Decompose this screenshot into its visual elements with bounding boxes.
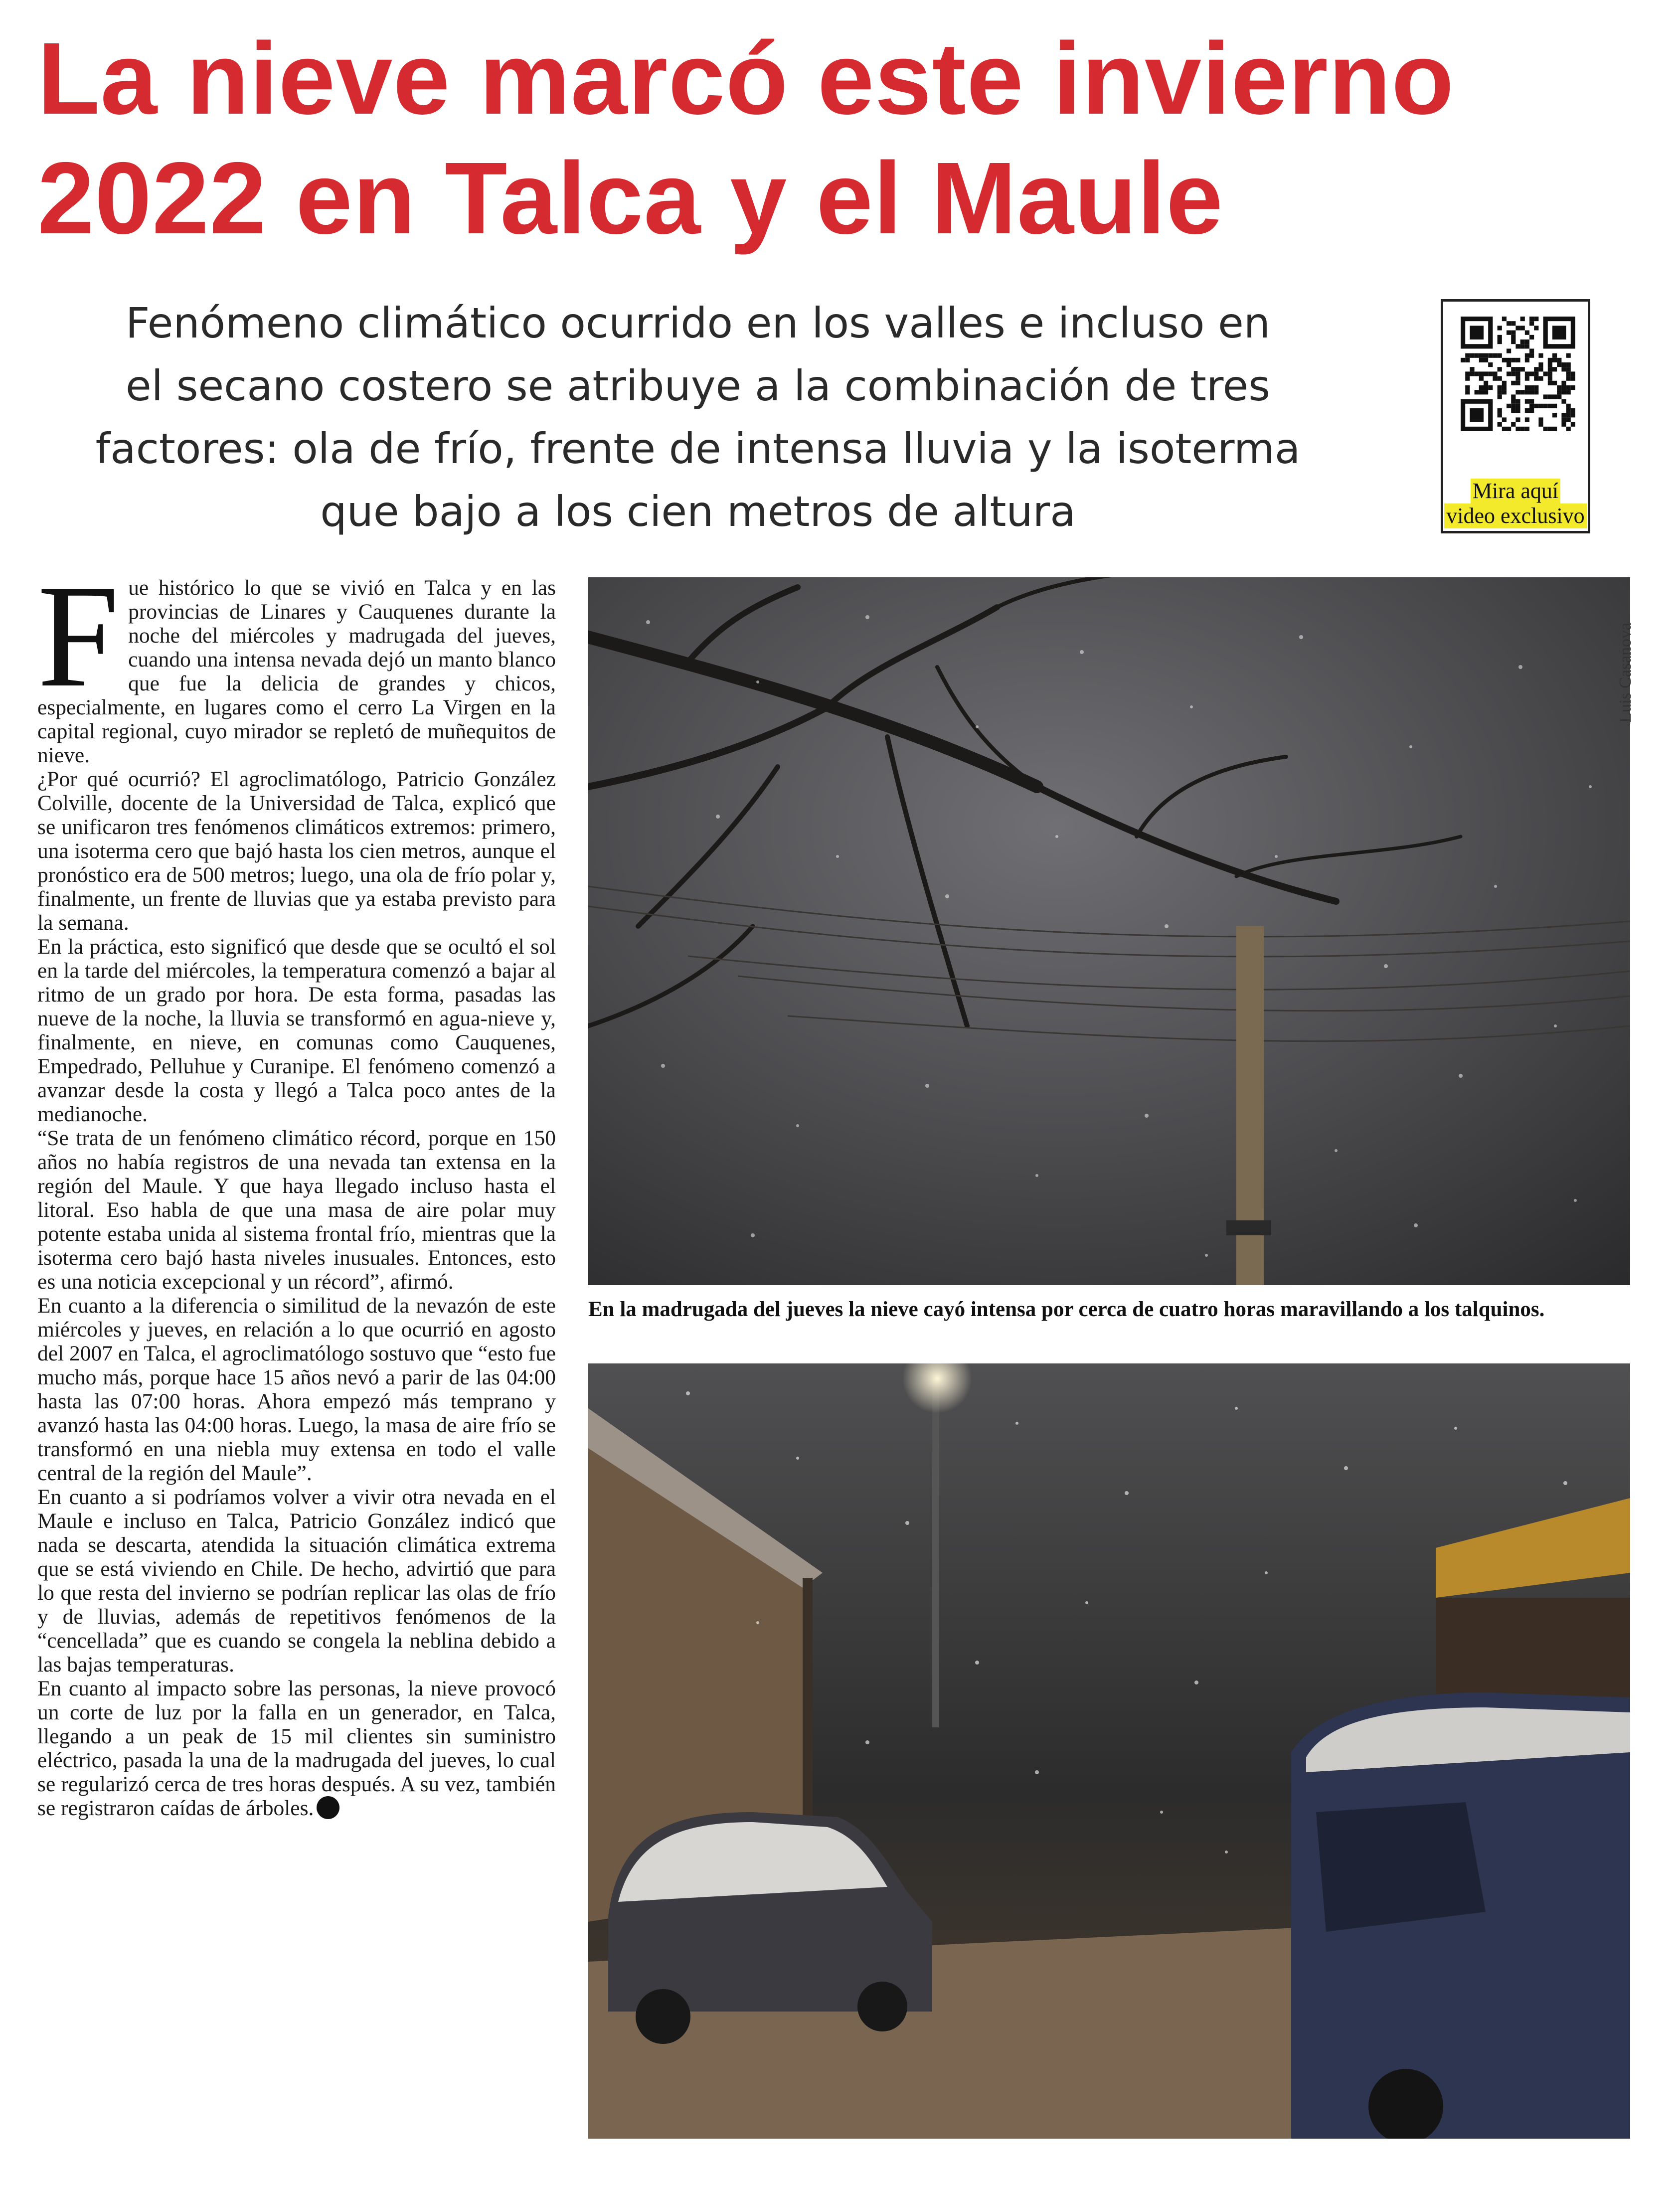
headline-line-2: 2022 en Talca y el Maule xyxy=(37,141,1223,255)
photo-snowy-street xyxy=(588,1363,1630,2139)
qr-caption-line-1: Mira aquí xyxy=(1471,479,1560,504)
article-paragraph-2: ¿Por qué ocurrió? El agroclimatólogo, Patricio González Colville, docente de la Universidad de Talca, explicó que se unificaron tres fenómenos climáticos extremos: primero, una isoterma cero que bajó hasta los cien metros, aunque el pronóstico era de 500 metros; luego, una ola de frío polar y, finalmente, un frente de lluvias que ya estaba previsto para la semana. xyxy=(37,767,556,935)
photo-caption: En la madrugada del jueves la nieve cayó intensa por cerca de cuatro horas maravillando a los talquinos. xyxy=(588,1298,1545,1321)
article-paragraph-7 xyxy=(37,1677,556,1820)
article-paragraph-5: En cuanto a la diferencia o similitud de la nevazón de este miércoles y jueves, en relación a lo que ocurrió en agosto del 2007 en Talca, el agroclimatólogo sostuvo que “esto fue mucho más, porque hace 15 años nevó a parir de las 04:00 hasta las 07:00 horas. Ahora empezó más temprano y avanzó hasta las 04:00 horas. Luego, la masa de aire frío se transformó en una niebla muy extensa en todo el valle central de la región del Maule”. xyxy=(37,1294,556,1485)
article-paragraph-4: “Se trata de un fenómeno climático récord, porque en 150 años no había registros de una nevada tan extensa en la región del Maule. Y que haya llegado incluso hasta el litoral. Eso habla de que una masa de aire polar muy potente estaba unida al sistema frontal frío, mientras que la isoterma cero bajó hasta niveles inusuales. Entonces, esto es una noticia excepcional y un récord”, afirmó. xyxy=(37,1126,556,1294)
photo-snowy-branches xyxy=(588,577,1630,1285)
qr-caption-line-2: video exclusivo xyxy=(1444,504,1586,528)
headline-line-1: La nieve marcó este invierno xyxy=(37,21,1455,136)
subheadline-line-3: factores: ola de frío, frente de intensa lluvia y la isoterma xyxy=(95,424,1301,473)
photo-credit: Luis Casanova xyxy=(1616,622,1635,723)
drop-cap: F xyxy=(37,554,120,717)
end-mark-icon xyxy=(317,1796,339,1819)
subheadline-line-4: que bajo a los cien metros de altura xyxy=(320,487,1076,536)
article-paragraph-3: En la práctica, esto significó que desde que se ocultó el sol en la tarde del miércoles, la temperatura comenzó a bajar al ritmo de un grado por hora. De esta forma, pasadas las nueve de la noche, la lluvia se transformó en agua-nieve y, finalmente, en nieve, en comunas como Cauquenes, Empedrado, Pelluhue y Curanipe. El fenómeno comenzó a avanzar desde la costa y llegó a Talca poco antes de la medianoche. xyxy=(37,935,556,1126)
article-paragraph-1-text: ue histórico lo que se vivió en Talca y en las provincias de Linares y Cauquenes durante la noche del miércoles y madrugada del jueves, cuando una intensa nevada dejó un manto blanco que fue la delicia de grandes y chicos, especialmente, en lugares como el cerro La Virgen en la capital regional, cuyo mirador se repletó de muñequitos de nieve. xyxy=(37,576,556,767)
qr-caption xyxy=(1443,479,1588,528)
article-paragraph-6: En cuanto a si podríamos volver a vivir otra nevada en el Maule e incluso en Talca, Patricio González indicó que nada se descarta, atendida la situación climática extrema que se está viviendo en Chile. De hecho, advirtió que para lo que resta del invierno se podrían replicar las olas de frío y de lluvias, además de repetitivos fenómenos de la “cencellada” que es cuando se congela la neblina debido a las bajas temperaturas. xyxy=(37,1485,556,1677)
headline xyxy=(37,19,1633,258)
article-body xyxy=(37,554,556,1820)
article-paragraph-1 xyxy=(37,554,556,767)
qr-code-icon[interactable] xyxy=(1461,317,1575,431)
subheadline-line-2: el secano costero se atribuye a la combinación de tres xyxy=(125,361,1271,410)
article-paragraph-7-text: En cuanto al impacto sobre las personas, la nieve provocó un corte de luz por la falla en un generador, en Talca, llegando a un peak de 15 mil clientes sin suministro eléctrico, pasada la una de la madrugada del jueves, lo cual se regularizó cerca de tres horas después. A su vez, también se registraron caídas de árboles. xyxy=(37,1677,556,1820)
qr-code-box[interactable] xyxy=(1441,299,1590,533)
subheadline-line-1: Fenómeno climático ocurrido en los valles e incluso en xyxy=(125,299,1271,347)
subheadline xyxy=(50,292,1346,543)
